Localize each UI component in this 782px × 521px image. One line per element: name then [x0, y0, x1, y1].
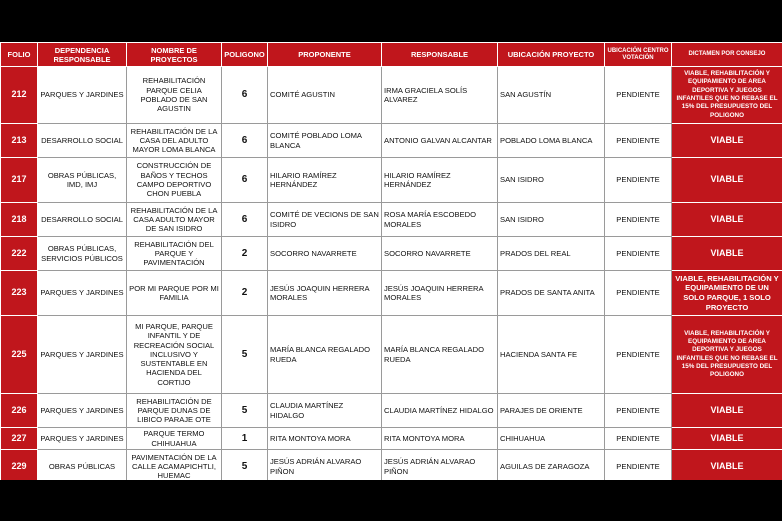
dictamen-cell: VIABLE — [672, 237, 782, 271]
proponente-cell: COMITÉ POBLADO LOMA BLANCA — [268, 124, 382, 158]
poligono-cell: 1 — [222, 428, 268, 450]
ubicacion-cell: AGUILAS DE ZARAGOZA — [498, 450, 605, 481]
poligono-cell: 6 — [222, 203, 268, 237]
proponente-cell: HILARIO RAMÍREZ HERNÁNDEZ — [268, 158, 382, 203]
responsable-cell: ANTONIO GALVAN ALCANTAR — [382, 124, 498, 158]
dictamen-cell: VIABLE — [672, 394, 782, 428]
nombre-cell: MI PARQUE, PARQUE INFANTIL Y DE RECREACIÓN SOCIAL INCLUSIVO Y SUSTENTABLE EN HACIENDA DEL CORTIJO — [127, 316, 222, 394]
poligono-cell: 5 — [222, 450, 268, 481]
ubicacion-cell: POBLADO LOMA BLANCA — [498, 124, 605, 158]
table-row — [1, 428, 782, 450]
nombre-cell: REHABILITACIÓN DE LA CASA DEL ADULTO MAYOR LOMA BLANCA — [127, 124, 222, 158]
poligono-cell: 6 — [222, 67, 268, 124]
ubicacion-centro-cell: PENDIENTE — [605, 316, 672, 394]
ubicacion-cell: SAN AGUSTÍN — [498, 67, 605, 124]
proponente-cell: SOCORRO NAVARRETE — [268, 237, 382, 271]
nombre-cell: REHABILITACIÓN DE PARQUE DUNAS DE LIBICO PARAJE OTE — [127, 394, 222, 428]
poligono-cell: 5 — [222, 394, 268, 428]
responsable-cell: CLAUDIA MARTÍNEZ HIDALGO — [382, 394, 498, 428]
poligono-cell: 5 — [222, 316, 268, 394]
folio-cell: 213 — [1, 124, 38, 158]
header-dependencia: DEPENDENCIA RESPONSABLE — [38, 43, 127, 67]
folio-cell: 225 — [1, 316, 38, 394]
dependencia-cell: OBRAS PÚBLICAS — [38, 450, 127, 481]
table-row — [1, 394, 782, 428]
table-row — [1, 158, 782, 203]
folio-cell: 229 — [1, 450, 38, 481]
dictamen-cell: VIABLE — [672, 428, 782, 450]
dependencia-cell: PARQUES Y JARDINES — [38, 67, 127, 124]
dictamen-cell: VIABLE — [672, 450, 782, 481]
header-dictamen: DICTAMEN POR CONSEJO — [672, 43, 782, 67]
dependencia-cell: DESARROLLO SOCIAL — [38, 203, 127, 237]
ubicacion-cell: SAN ISIDRO — [498, 158, 605, 203]
header-folio: FOLIO — [1, 43, 38, 67]
ubicacion-centro-cell: PENDIENTE — [605, 450, 672, 481]
ubicacion-centro-cell: PENDIENTE — [605, 124, 672, 158]
dependencia-cell: OBRAS PÚBLICAS, SERVICIOS PÚBLICOS — [38, 237, 127, 271]
dependencia-cell: DESARROLLO SOCIAL — [38, 124, 127, 158]
nombre-cell: REHABILITACIÓN PARQUE CELIA POBLADO DE SAN AGUSTIN — [127, 67, 222, 124]
poligono-cell: 6 — [222, 124, 268, 158]
header-responsable: RESPONSABLE — [382, 43, 498, 67]
proponente-cell: COMITÉ DE VECIONS DE SAN ISIDRO — [268, 203, 382, 237]
header-ubicacion-centro: UBICACIÓN CENTRO VOTACIÓN — [605, 43, 672, 67]
ubicacion-cell: HACIENDA SANTA FE — [498, 316, 605, 394]
ubicacion-centro-cell: PENDIENTE — [605, 237, 672, 271]
nombre-cell: POR MI PARQUE POR MI FAMILIA — [127, 271, 222, 316]
dependencia-cell: PARQUES Y JARDINES — [38, 271, 127, 316]
dictamen-cell: VIABLE — [672, 124, 782, 158]
folio-cell: 223 — [1, 271, 38, 316]
table-row — [1, 124, 782, 158]
dependencia-cell: PARQUES Y JARDINES — [38, 394, 127, 428]
dictamen-cell: VIABLE — [672, 203, 782, 237]
folio-cell: 226 — [1, 394, 38, 428]
table-row — [1, 237, 782, 271]
responsable-cell: MARÍA BLANCA REGALADO RUEDA — [382, 316, 498, 394]
table-row — [1, 316, 782, 394]
folio-cell: 212 — [1, 67, 38, 124]
header-proponente: PROPONENTE — [268, 43, 382, 67]
nombre-cell: PARQUE TERMO CHIHUAHUA — [127, 428, 222, 450]
proponente-cell: JESÚS ADRIÁN ALVARAO PIÑON — [268, 450, 382, 481]
folio-cell: 218 — [1, 203, 38, 237]
dictamen-cell: VIABLE, REHABILITACIÓN Y EQUIPAMIENTO DE UN SOLO PARQUE, 1 SOLO PROYECTO — [672, 271, 782, 316]
ubicacion-cell: PRADOS DEL REAL — [498, 237, 605, 271]
dependencia-cell: PARQUES Y JARDINES — [38, 428, 127, 450]
responsable-cell: HILARIO RAMÍREZ HERNÁNDEZ — [382, 158, 498, 203]
dictamen-cell: VIABLE — [672, 158, 782, 203]
ubicacion-centro-cell: PENDIENTE — [605, 67, 672, 124]
proponente-cell: CLAUDIA MARTÍNEZ HIDALGO — [268, 394, 382, 428]
table-row — [1, 450, 782, 481]
ubicacion-cell: CHIHUAHUA — [498, 428, 605, 450]
table-row — [1, 67, 782, 124]
dictamen-cell: VIABLE, REHABILITACIÓN Y EQUIPAMIENTO DE AREA DEPORTIVA Y JUEGOS INFANTILES QUE NO REBASE EL 15% DEL PRESUPUESTO DEL POLIGONO — [672, 67, 782, 124]
ubicacion-centro-cell: PENDIENTE — [605, 394, 672, 428]
proponente-cell: COMITÉ AGUSTIN — [268, 67, 382, 124]
ubicacion-cell: SAN ISIDRO — [498, 203, 605, 237]
nombre-cell: REHABILITACIÓN DE LA CASA ADULTO MAYOR DE SAN ISIDRO — [127, 203, 222, 237]
projects-table — [0, 42, 782, 480]
ubicacion-centro-cell: PENDIENTE — [605, 203, 672, 237]
poligono-cell: 2 — [222, 237, 268, 271]
ubicacion-centro-cell: PENDIENTE — [605, 428, 672, 450]
table-row — [1, 203, 782, 237]
ubicacion-centro-cell: PENDIENTE — [605, 271, 672, 316]
header-nombre: NOMBRE DE PROYECTOS — [127, 43, 222, 67]
poligono-cell: 2 — [222, 271, 268, 316]
nombre-cell: REHABILITACIÓN DEL PARQUE Y PAVIMENTACIÓN — [127, 237, 222, 271]
dependencia-cell: PARQUES Y JARDINES — [38, 316, 127, 394]
ubicacion-centro-cell: PENDIENTE — [605, 158, 672, 203]
folio-cell: 222 — [1, 237, 38, 271]
header-poligono: POLIGONO — [222, 43, 268, 67]
projects-sheet — [0, 42, 782, 480]
responsable-cell: JESÚS ADRIÁN ALVARAO PIÑON — [382, 450, 498, 481]
responsable-cell: RITA MONTOYA MORA — [382, 428, 498, 450]
nombre-cell: PAVIMENTACIÓN DE LA CALLE ACAMAPICHTLI, HUEMAC — [127, 450, 222, 481]
responsable-cell: SOCORRO NAVARRETE — [382, 237, 498, 271]
responsable-cell: IRMA GRACIELA SOLÍS ALVAREZ — [382, 67, 498, 124]
poligono-cell: 6 — [222, 158, 268, 203]
proponente-cell: RITA MONTOYA MORA — [268, 428, 382, 450]
nombre-cell: CONSTRUCCIÓN DE BAÑOS Y TECHOS CAMPO DEPORTIVO CHON PUEBLA — [127, 158, 222, 203]
ubicacion-cell: PARAJES DE ORIENTE — [498, 394, 605, 428]
header-ubicacion: UBICACIÓN PROYECTO — [498, 43, 605, 67]
ubicacion-cell: PRADOS DE SANTA ANITA — [498, 271, 605, 316]
responsable-cell: ROSA MARÍA ESCOBEDO MORALES — [382, 203, 498, 237]
dependencia-cell: OBRAS PÚBLICAS, IMD, IMJ — [38, 158, 127, 203]
responsable-cell: JESÚS JOAQUIN HERRERA MORALES — [382, 271, 498, 316]
table-row — [1, 271, 782, 316]
proponente-cell: JESÚS JOAQUIN HERRERA MORALES — [268, 271, 382, 316]
dictamen-cell: VIABLE, REHABILITACIÓN Y EQUIPAMIENTO DE AREA DEPORTIVA Y JUEGOS INFANTILES QUE NO REBASE EL 15% DEL PRESUPUESTO DEL POLIGONO — [672, 316, 782, 394]
folio-cell: 227 — [1, 428, 38, 450]
header-row — [1, 43, 782, 67]
proponente-cell: MARÍA BLANCA REGALADO RUEDA — [268, 316, 382, 394]
folio-cell: 217 — [1, 158, 38, 203]
